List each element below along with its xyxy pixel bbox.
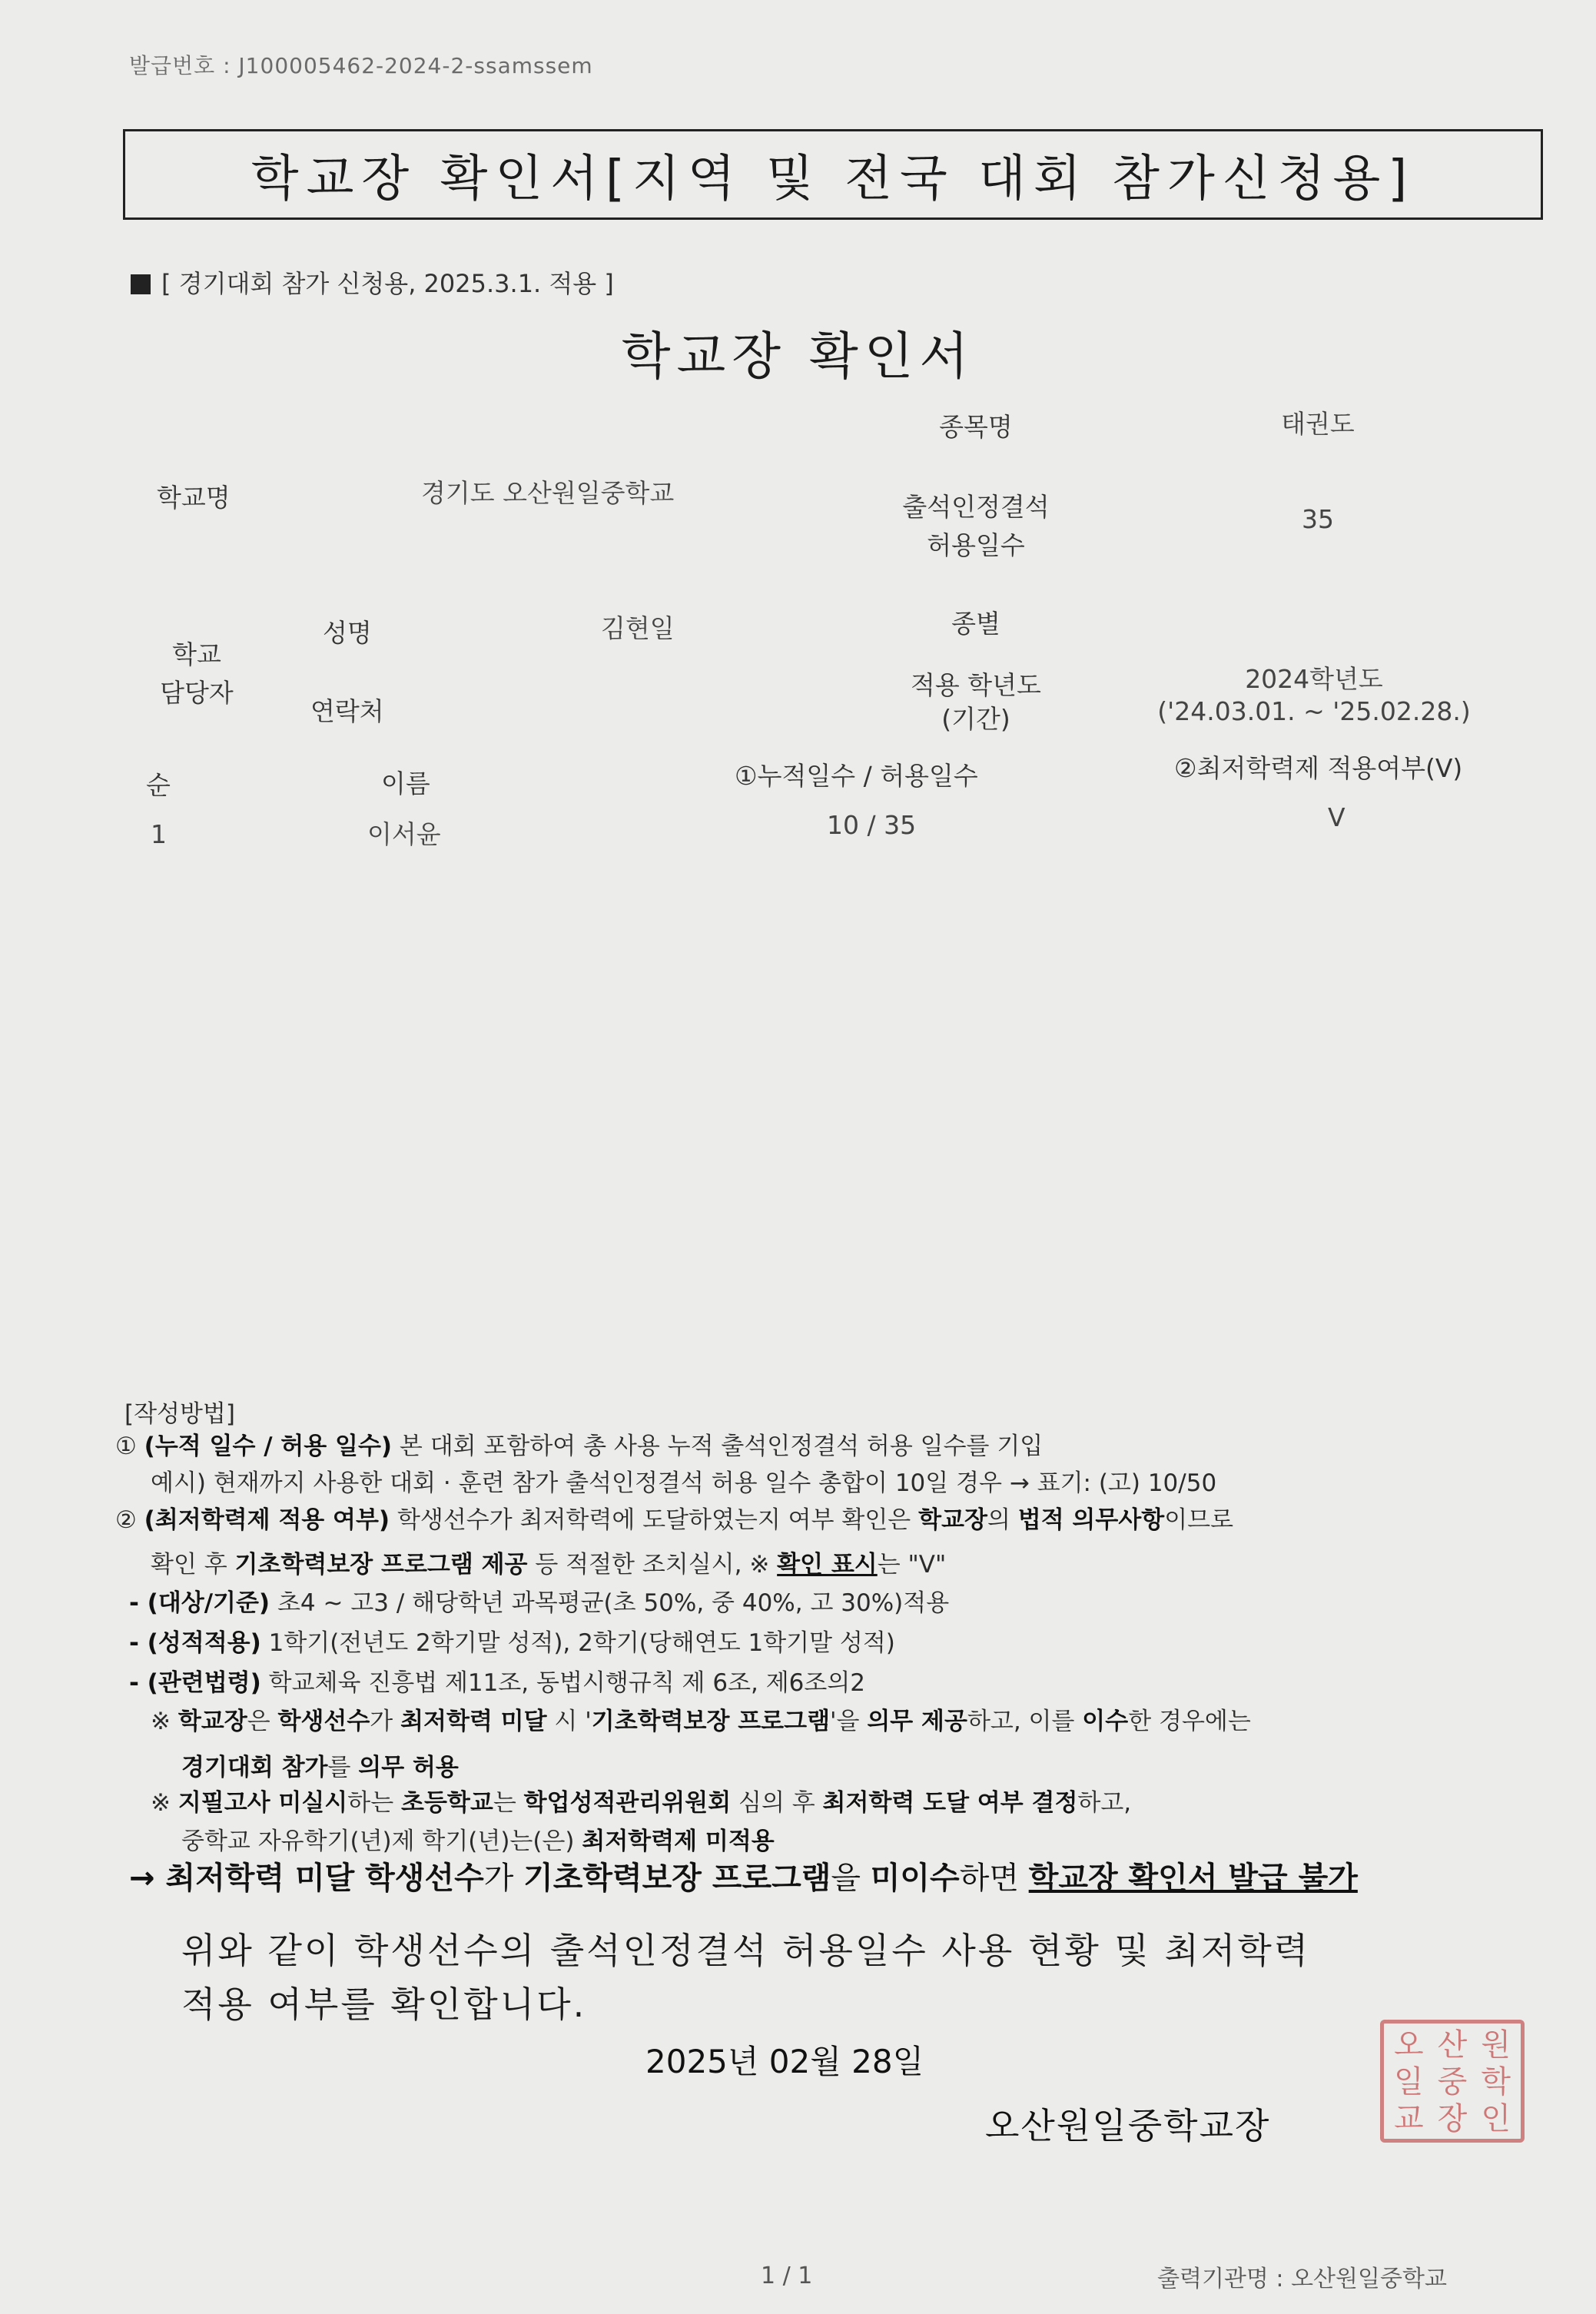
issue-date: 2025년 02월 28일 (645, 2043, 924, 2080)
guide-line-6: - (성적적용) 1학기(전년도 2학기말 성적), 2학기(당해연도 1학기말 성적) (129, 1629, 895, 1657)
page-number: 1 / 1 (761, 2263, 813, 2289)
school-value: 경기도 오산원일중학교 (421, 478, 675, 508)
allowed-days-label-1: 출석인정결석 (902, 492, 1050, 522)
guide-line-5: - (대상/기준) 초4 ~ 고3 / 해당학년 과목평균(초 50%, 중 40%, 고 30%)적용 (129, 1589, 950, 1617)
issue-number: 발급번호 : J100005462-2024-2-ssamssem (129, 53, 593, 78)
guide-line-7: - (관련법령) 학교체육 진흥법 제11조, 동법시행규칙 제 6조, 제6조의2 (129, 1669, 866, 1697)
table-header-no: 순 (146, 770, 171, 800)
guide-heading: [작성방법] (124, 1400, 235, 1428)
document-title: 학교장 확인서[지역 및 전국 대회 참가신청용] (251, 151, 1415, 207)
event-label: 종목명 (939, 412, 1013, 442)
allowed-days-label-2: 허용일수 (927, 530, 1025, 560)
year-value: 2024학년도 (1245, 664, 1383, 694)
year-label-2: (기간) (941, 704, 1010, 734)
guide-line-8: ※ 학교장은 학생선수가 최저학력 미달 시 '기초학력보장 프로그램'을 의무 제공하고, 이를 이수한 경우에는 (151, 1708, 1251, 1735)
table-row-name: 이서윤 (367, 819, 441, 849)
guide-line-2: 예시) 현재까지 사용한 대회 · 훈련 참가 출석인정결석 허용 일수 총합이 10일 경우 → 표기: (고) 10/50 (151, 1469, 1217, 1497)
guide-line-3: ② (최저학력제 적용 여부) 학생선수가 최저학력에 도달하였는지 여부 확인은 학교장의 법적 의무사항이므로 (115, 1506, 1234, 1534)
year-period: ('24.03.01. ~ '25.02.28.) (1157, 696, 1471, 726)
guide-line-11: 중학교 자유학기(년)제 학기(년)는(은) 최저학력제 미적용 (181, 1828, 775, 1855)
confirmation-line-2: 적용 여부를 확인합니다. (181, 1984, 587, 2025)
event-value: 태권도 (1281, 409, 1355, 439)
school-label: 학교명 (157, 483, 231, 513)
guide-warning-line: → 최저학력 미달 학생선수가 기초학력보장 프로그램을 미이수하면 학교장 확인서 발급 불가 (129, 1861, 1358, 1896)
official-seal-stamp: 오 산 원 일 중 학 교 장 인 (1380, 2020, 1525, 2143)
table-header-name: 이름 (381, 769, 430, 798)
table-header-days: ①누적일수 / 허용일수 (735, 761, 978, 791)
category-label: 종별 (951, 609, 1000, 639)
year-label-1: 적용 학년도 (911, 670, 1041, 700)
allowed-days-value: 35 (1302, 504, 1334, 534)
table-header-check: ②최저학력제 적용여부(V) (1174, 753, 1463, 783)
table-row-days: 10 / 35 (827, 810, 917, 840)
guide-line-1: ① (누적 일수 / 허용 일수) 본 대회 포함하여 총 사용 누적 출석인정결석 허용 일수를 기입 (115, 1433, 1044, 1460)
square-bullet-icon (131, 274, 151, 294)
name-label: 성명 (323, 618, 372, 648)
application-note-text: [ 경기대회 참가 신청용, 2025.3.1. 적용 ] (161, 269, 614, 298)
document-title-box (123, 129, 1543, 220)
guide-line-10: ※ 지필고사 미실시하는 초등학교는 학업성적관리위원회 심의 후 최저학력 도달 여부 결정하고, (151, 1789, 1132, 1817)
principal-signature: 오산원일중학교장 (985, 2105, 1271, 2146)
contact-label: 연락처 (310, 696, 384, 726)
staff-label-1: 학교 (172, 639, 221, 669)
confirmation-line-1: 위와 같이 학생선수의 출석인정결석 허용일수 사용 현황 및 최저학력 (181, 1930, 1311, 1971)
guide-line-9: 경기대회 참가를 의무 허용 (181, 1754, 459, 1781)
staff-label-2: 담당자 (160, 678, 234, 708)
name-value: 김현일 (601, 613, 675, 643)
table-row-no: 1 (151, 819, 167, 849)
guide-line-4: 확인 후 기초학력보장 프로그램 제공 등 적절한 조치실시, ※ 확인 표시는 "V" (151, 1551, 947, 1579)
form-subtitle: 학교장 확인서 (621, 327, 975, 386)
table-row-check: V (1328, 802, 1345, 832)
output-organization: 출력기관명 : 오산원일중학교 (1157, 2266, 1447, 2292)
application-note (131, 264, 614, 300)
